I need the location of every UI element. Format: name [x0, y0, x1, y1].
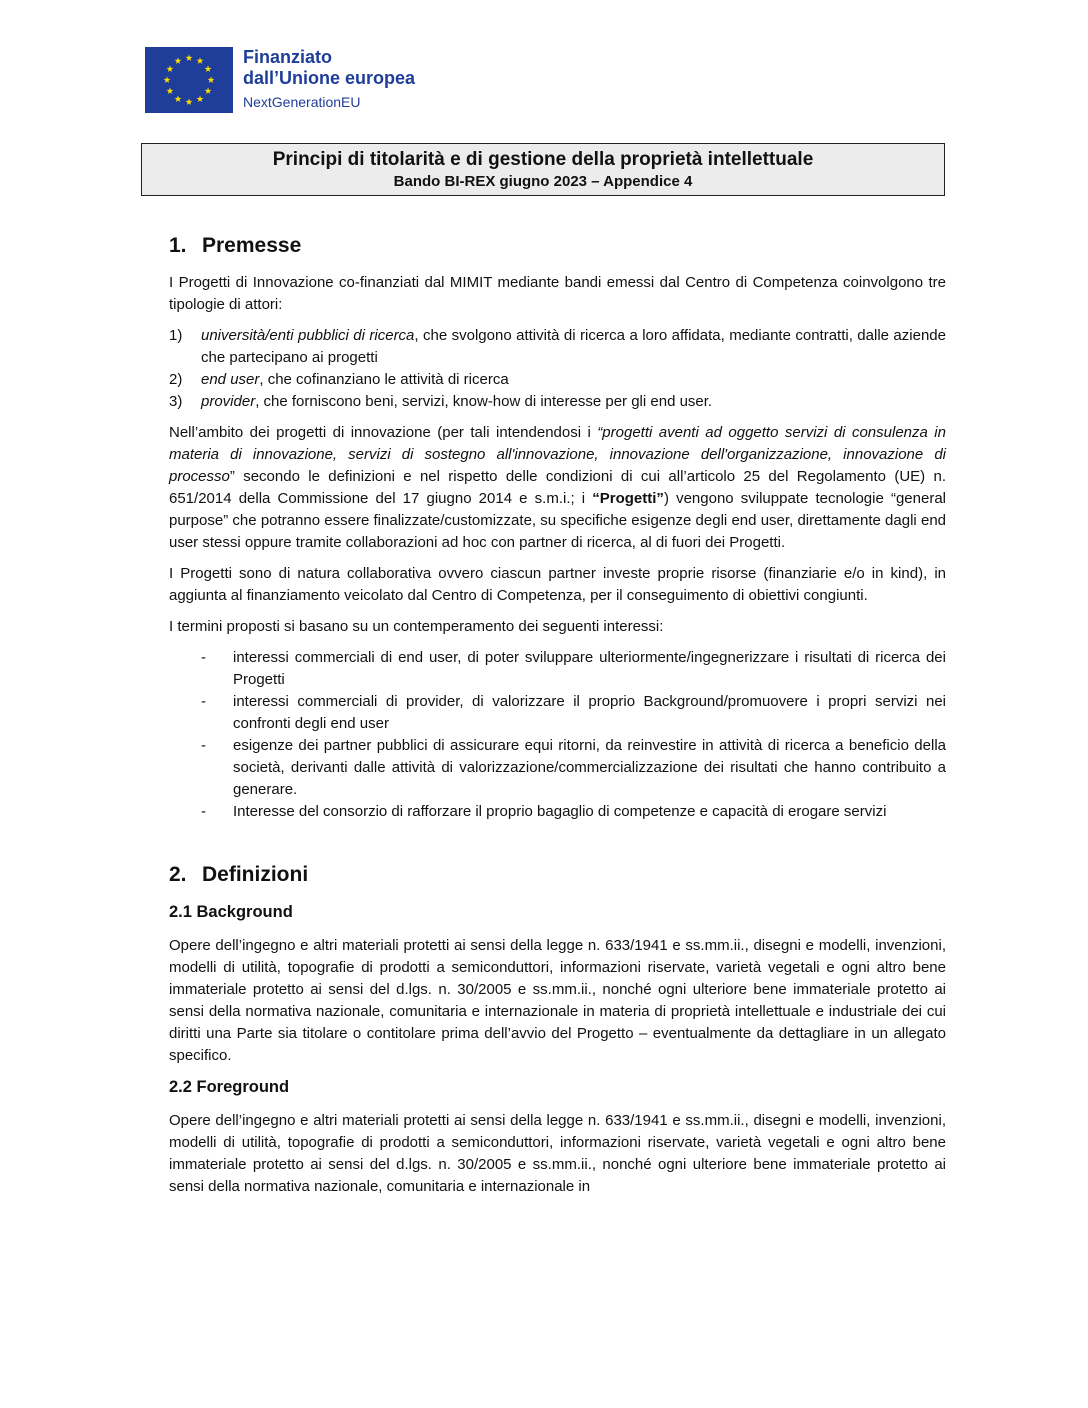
actor-term: università/enti pubblici di ricerca — [201, 327, 415, 344]
eu-flag-icon — [145, 47, 233, 113]
section-1-title: Premesse — [202, 234, 302, 257]
list-marker: 1) — [169, 327, 183, 344]
actor-description: , che forniscono beni, servizi, know-how di interesse per gli end user. — [255, 393, 713, 410]
document-title: Principi di titolarità e di gestione della proprietà intellettuale — [272, 149, 814, 170]
actor-term: provider — [201, 393, 256, 410]
list-marker: - — [201, 803, 206, 820]
logo-text — [243, 47, 415, 113]
section-1-paragraph-projects — [169, 422, 946, 554]
text-run: ) vengono sviluppate tecnologie “general purpose” che potranno essere finalizzate/customizzate, su specifiche esigenze degli end user, direttamente dagli end user stessi oppure tramite collaborazioni ad hoc con partner di ricerca, al di fuori dei Progetti. — [169, 490, 946, 551]
eu-funding-logo — [145, 47, 415, 113]
list-marker: - — [201, 737, 206, 754]
text-run: ” secondo le definizioni e nel rispetto delle condizioni di cui all’articolo 25 del Regolamento (UE) n. 651/2014 della Commissione del 17 giugno 2014 e s.m.i.; i — [169, 468, 946, 507]
section-1-paragraph-collaborative: I Progetti sono di natura collaborativa ovvero ciascun partner investe proprie risorse (finanziarie e/o in kind), in aggiunta al finanziamento veicolato dal Centro di Competenza, per il conseguimento di obiettivi congiunti. — [169, 565, 946, 604]
logo-line-eu: dall’Unione europea — [243, 68, 416, 88]
actor-description: , che svolgono attività di ricerca a loro affidata, mediante contratti, dalle aziende che partecipano ai progetti — [201, 327, 946, 366]
subsection-foreground-heading: 2.2 Foreground — [169, 1078, 290, 1096]
document-title-box — [141, 143, 945, 196]
list-item-text: esigenze dei partner pubblici di assicurare equi ritorni, da reinvestire in attività di ricerca a beneficio della società, derivanti dalle attività di valorizzazione/commercializzazione dei risultati che hanno contribuito a generare. — [233, 737, 946, 798]
section-1-number: 1. — [169, 234, 187, 257]
list-item — [169, 647, 946, 691]
list-marker: - — [201, 649, 206, 666]
subsection-background-text: Opere dell’ingegno e altri materiali protetti ai sensi della legge n. 633/1941 e ss.mm.ii., disegni e modelli, invenzioni, modelli di utilità, topografie di prodotti a semiconduttori, informazioni riservate, varietà vegetali e ogni altro bene immateriale protetto ai sensi del d.lgs. n. 30/2005 e ss.mm.ii., nonché ogni ulteriore bene immateriale protetto ai sensi della normativa nazionale, comunitaria e internazionale in materia di proprietà intellettuale e industriale dei cui diritti una Parte sia titolare o contitolare prima dell’avvio del Progetto – eventualmente da dettagliare in un allegato specifico. — [169, 937, 946, 1064]
section-1-intro: I Progetti di Innovazione co-finanziati dal MIMIT mediante bandi emessi dal Centro di Competenza coinvolgono tre tipologie di attori: — [169, 274, 946, 313]
bold-term: “Progetti” — [592, 490, 664, 507]
list-item — [169, 735, 946, 801]
italic-quote: “progetti aventi ad oggetto servizi di consulenza in materia di innovazione, servizi di sostegno all'innovazione, innovazione dell'organizzazione, innovazione di processo — [169, 424, 946, 485]
section-2-number: 2. — [169, 863, 187, 886]
logo-line-nextgen: NextGenerationEU — [243, 94, 361, 110]
list-item-text: interessi commerciali di provider, di valorizzare il proprio Background/promuovere i propri servizi nei confronti degli end user — [233, 693, 946, 732]
list-item — [169, 369, 946, 391]
subsection-foreground-text: Opere dell’ingegno e altri materiali protetti ai sensi della legge n. 633/1941 e ss.mm.ii., disegni e modelli, invenzioni, modelli di utilità, topografie di prodotti a semiconduttori, informazioni riservate, varietà vegetali e ogni altro bene immateriale protetto ai sensi del d.lgs. n. 30/2005 e ss.mm.ii., nonché ogni ulteriore bene immateriale protetto ai sensi della normativa nazionale, comunitaria e internazionale in — [169, 1112, 946, 1195]
section-1-paragraph-terms: I termini proposti si basano su un contemperamento dei seguenti interessi: — [169, 618, 664, 635]
list-item — [169, 325, 946, 369]
subsection-background-heading: 2.1 Background — [169, 903, 293, 921]
list-item — [169, 691, 946, 735]
list-marker: - — [201, 693, 206, 710]
list-item — [169, 801, 946, 823]
logo-line-funded: Finanziato — [243, 47, 332, 67]
actors-list — [169, 325, 946, 413]
list-item-text: interessi commerciali di end user, di poter sviluppare ulteriormente/ingegnerizzare i risultati di ricerca dei Progetti — [233, 649, 946, 688]
section-1-heading — [169, 232, 946, 260]
list-marker: 3) — [169, 393, 183, 410]
document-subtitle: Bando BI-REX giugno 2023 – Appendice 4 — [393, 173, 693, 190]
list-marker: 2) — [169, 371, 183, 388]
list-item-text: Interesse del consorzio di rafforzare il proprio bagaglio di competenze e capacità di erogare servizi — [233, 803, 887, 820]
section-2-heading — [169, 861, 946, 889]
interests-list — [169, 647, 946, 823]
actor-description: , che cofinanziano le attività di ricerca — [259, 371, 509, 388]
actor-term: end user — [201, 371, 260, 388]
list-item — [169, 391, 946, 413]
section-2-title: Definizioni — [202, 863, 309, 886]
document-body — [169, 232, 946, 1207]
text-run: Nell’ambito dei progetti di innovazione (per tali intendendosi i — [169, 424, 598, 441]
